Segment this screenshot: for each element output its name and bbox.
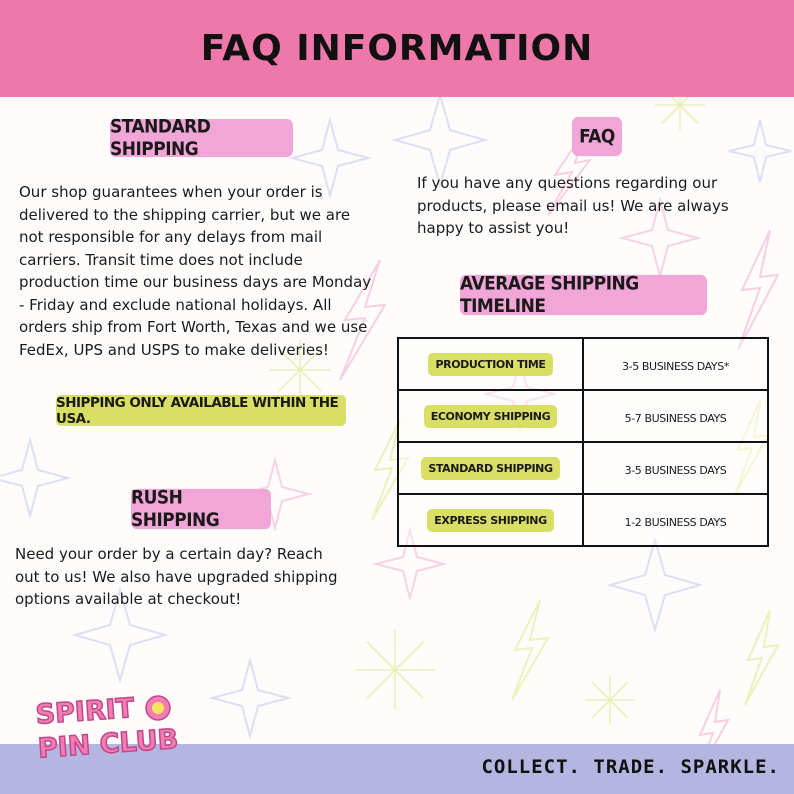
table-cell-value xyxy=(583,390,768,442)
table-cell-label xyxy=(398,338,583,390)
standard-shipping-heading: STANDARD SHIPPING xyxy=(110,119,293,157)
table-cell-label xyxy=(398,494,583,546)
table-row xyxy=(398,494,768,546)
table-cell-value xyxy=(583,338,768,390)
logo-line2: PIN CLUB xyxy=(37,723,180,765)
row-value: 3-5 BUSINESS DAYS xyxy=(624,463,727,477)
row-value: 3-5 BUSINESS DAYS* xyxy=(622,359,729,373)
row-label: EXPRESS SHIPPING xyxy=(427,509,554,532)
row-label: PRODUCTION TIME xyxy=(428,353,552,376)
spirit-pin-club-logo xyxy=(30,686,200,770)
row-value: 5-7 BUSINESS DAYS xyxy=(624,411,727,425)
table-row xyxy=(398,338,768,390)
standard-shipping-text: Our shop guarantees when your order is delivered to the shipping carrier, but we are not responsible for any delays from mail carriers. Transit time does not include production time our business days are Monday - Friday and exclude national holidays. All orders ship from Fort Worth, Texas and we use FedEx, UPS and USPS to make deliveries! xyxy=(19,183,372,359)
rush-shipping-text: Need your order by a certain day? Reach out to us! We also have upgraded shipping options available at checkout! xyxy=(15,545,338,608)
faq-text: If you have any questions regarding our products, please email us! We are always happy to assist you! xyxy=(417,174,729,237)
shipping-timeline-table xyxy=(397,337,769,547)
table-cell-label xyxy=(398,442,583,494)
table-cell-value xyxy=(583,494,768,546)
page-header xyxy=(0,0,794,97)
logo-line1: SPIRIT xyxy=(34,692,136,731)
row-label: ECONOMY SHIPPING xyxy=(424,405,558,428)
page-title: FAQ INFORMATION xyxy=(200,28,594,69)
table-cell-value xyxy=(583,442,768,494)
faq-heading: FAQ xyxy=(572,117,622,156)
table-row xyxy=(398,390,768,442)
flower-icon xyxy=(146,696,170,720)
row-value: 1-2 BUSINESS DAYS xyxy=(624,515,727,529)
rush-shipping-heading: RUSH SHIPPING xyxy=(131,489,271,529)
usa-only-notice: SHIPPING ONLY AVAILABLE WITHIN THE USA. xyxy=(56,395,346,426)
table-cell-label xyxy=(398,390,583,442)
table-row xyxy=(398,442,768,494)
tagline: COLLECT. TRADE. SPARKLE. xyxy=(481,756,780,778)
row-label: STANDARD SHIPPING xyxy=(421,457,559,480)
timeline-heading: AVERAGE SHIPPING TIMELINE xyxy=(460,275,707,315)
